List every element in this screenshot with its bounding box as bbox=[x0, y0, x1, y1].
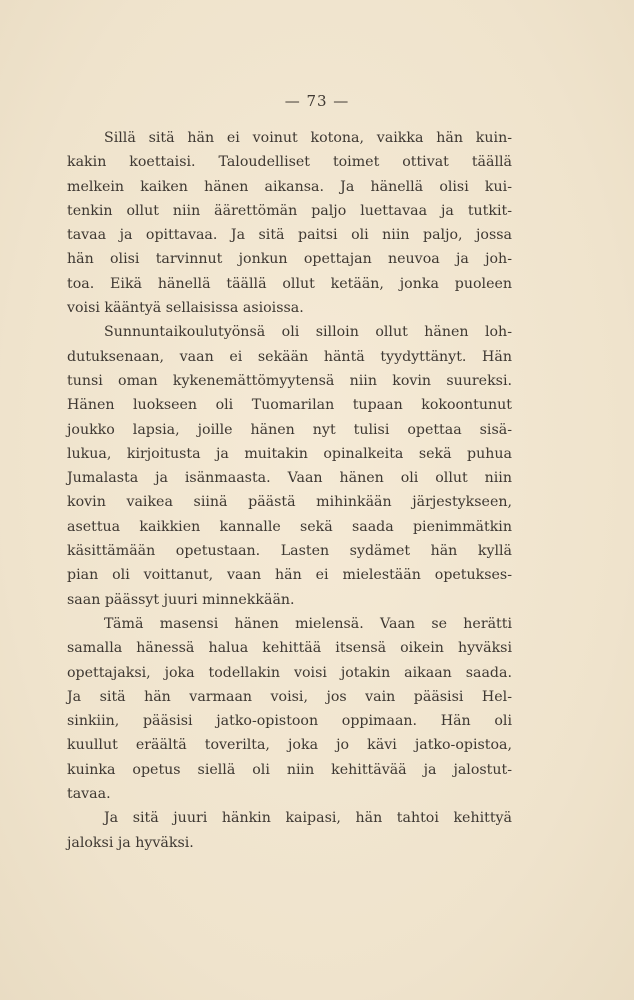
paragraph bbox=[67, 612, 512, 806]
text-line: toa. Eikä hänellä täällä ollut ketään, jonka puoleen bbox=[67, 275, 512, 292]
text-line: Tämä masensi hänen mielensä. Vaan se herätti bbox=[104, 615, 512, 632]
text-line: asettua kaikkien kannalle sekä saada pienimmätkin bbox=[67, 518, 512, 535]
text-line: Sillä sitä hän ei voinut kotona, vaikka hän kuin- bbox=[104, 130, 512, 146]
text-line: tenkin ollut niin äärettömän paljo luettavaa ja tutkit- bbox=[67, 202, 512, 219]
text-line: tavaa ja opittavaa. Ja sitä paitsi oli niin paljo, jossa bbox=[67, 227, 512, 244]
text-line: voisi kääntyä sellaisissa asioissa. bbox=[67, 300, 304, 317]
text-line: pian oli voittanut, vaan hän ei mielestään opetukses- bbox=[67, 567, 512, 584]
text-line: Ja sitä juuri hänkin kaipasi, hän tahtoi kehittyä bbox=[104, 810, 512, 827]
text-line: lukua, kirjoitusta ja muitakin opinalkeita sekä puhua bbox=[67, 445, 512, 462]
text-line: tavaa. bbox=[67, 786, 111, 803]
text-line: Hänen luokseen oli Tuomarilan tupaan kokoontunut bbox=[67, 397, 512, 414]
text-line: käsittämään opetustaan. Lasten sydämet hän kyllä bbox=[67, 543, 512, 560]
text-line: melkein kaiken hänen aikansa. Ja hänellä olisi kui- bbox=[67, 178, 512, 195]
text-line: tunsi oman kykenemättömyytensä niin kovin suureksi. bbox=[67, 372, 512, 389]
text-line: jaloksi ja hyväksi. bbox=[67, 834, 194, 851]
text-line: saan päässyt juuri minnekkään. bbox=[67, 591, 295, 608]
paragraph bbox=[67, 806, 512, 855]
page-body-text bbox=[67, 126, 512, 855]
text-line: kuinka opetus siellä oli niin kehittävää ja jalostut- bbox=[67, 761, 512, 778]
paragraph bbox=[67, 320, 512, 612]
text-line: opettajaksi, joka todellakin voisi jotakin aikaan saada. bbox=[67, 664, 512, 681]
text-line: joukko lapsia, joille hänen nyt tulisi opettaa sisä- bbox=[67, 421, 512, 438]
text-line: Ja sitä hän varmaan voisi, jos vain pääsisi Hel- bbox=[67, 688, 512, 705]
text-line: hän olisi tarvinnut jonkun opettajan neuvoa ja joh- bbox=[67, 251, 512, 268]
text-line: kakin koettaisi. Taloudelliset toimet ottivat täällä bbox=[67, 154, 512, 171]
text-line: kovin vaikea siinä päästä mihinkään järjestykseen, bbox=[67, 494, 512, 511]
text-line: Jumalasta ja isänmaasta. Vaan hänen oli ollut niin bbox=[67, 470, 512, 487]
text-line: Sunnuntaikoulutyönsä oli silloin ollut hänen loh- bbox=[104, 324, 512, 341]
page-number: — 73 — bbox=[284, 92, 350, 110]
text-line: samalla hänessä halua kehittää itsensä oikein hyväksi bbox=[67, 640, 512, 657]
text-line: dutuksenaan, vaan ei sekään häntä tyydyttänyt. Hän bbox=[67, 348, 512, 365]
text-line: sinkiin, pääsisi jatko-opistoon oppimaan. Hän oli bbox=[67, 713, 512, 730]
text-line: kuullut eräältä toverilta, joka jo kävi jatko-opistoa, bbox=[67, 737, 512, 754]
paragraph bbox=[67, 126, 512, 320]
